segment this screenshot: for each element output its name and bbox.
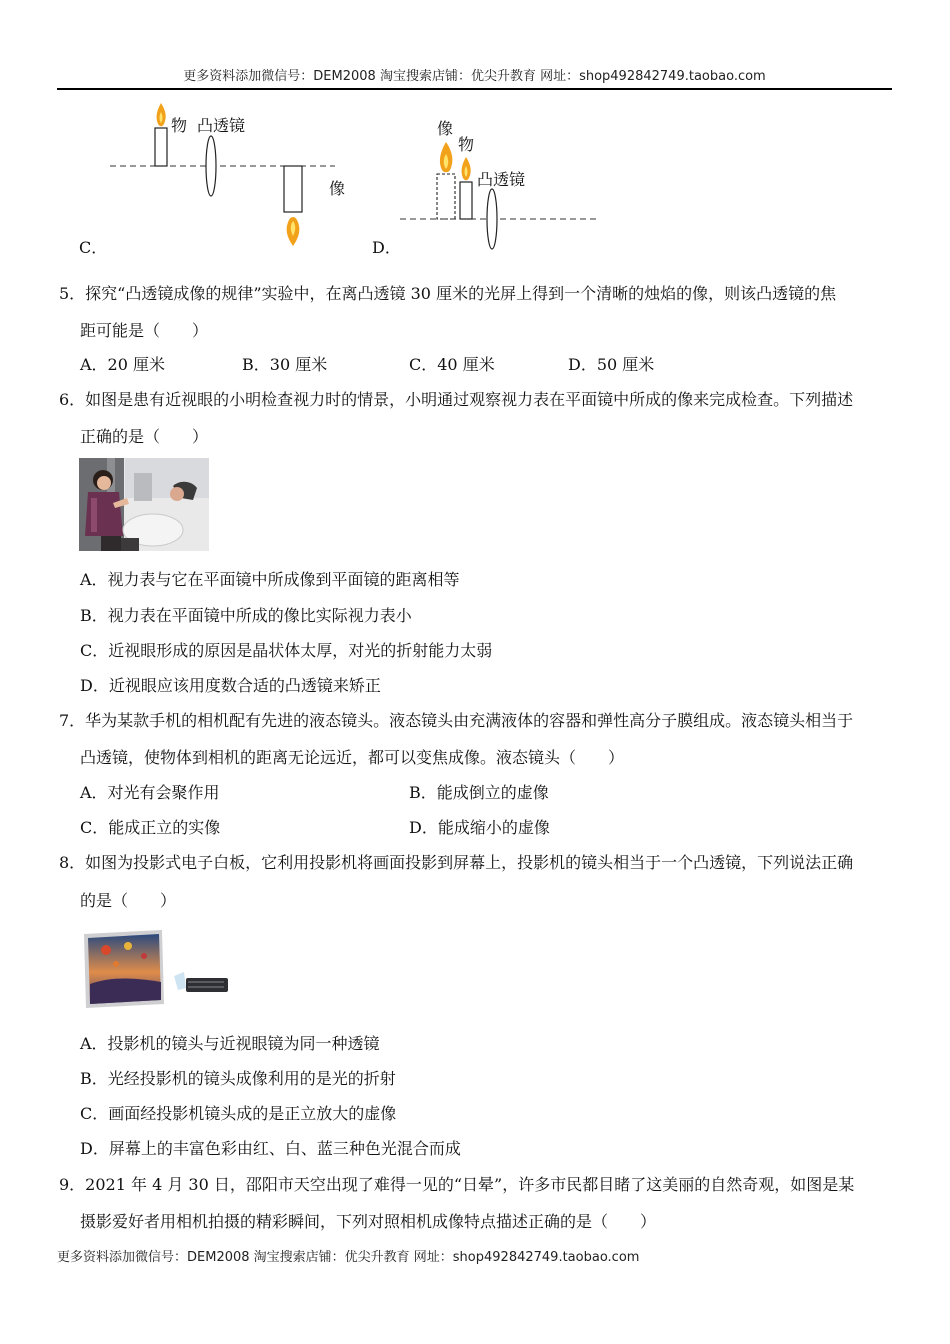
q6-option-d: D．近视眼应该用度数合适的凸透镜来矫正 xyxy=(80,676,381,695)
q6-text-line2: 正确的是（ ） xyxy=(80,427,209,446)
candle-object xyxy=(155,128,167,166)
q5-option-c: C．40 厘米 xyxy=(409,355,495,374)
eye-test-photo xyxy=(79,458,209,551)
figure-d xyxy=(395,110,605,255)
q7-option-a: A．对光有会聚作用 xyxy=(80,783,220,802)
lens-label: 凸透镜 xyxy=(197,116,246,135)
q6-option-b: B．视力表在平面镜中所成的像比实际视力表小 xyxy=(80,606,412,625)
q8-option-d: D．屏幕上的丰富色彩由红、白、蓝三种色光混合而成 xyxy=(80,1139,461,1158)
image-label: 像 xyxy=(437,119,454,138)
lens-label: 凸透镜 xyxy=(477,170,526,189)
q7-option-c: C．能成正立的实像 xyxy=(80,818,221,837)
q7-option-b: B．能成倒立的虚像 xyxy=(409,783,549,802)
object-label: 物 xyxy=(171,116,188,135)
projector-whiteboard-photo xyxy=(82,926,232,1010)
q9-text-line1: 9．2021 年 4 月 30 日，邵阳市天空出现了难得一见的“日晕”，许多市民都目睹了这美丽的自然奇观，如图是某 xyxy=(59,1175,855,1194)
q7-text-line1: 7．华为某款手机的相机配有先进的液态镜头。液态镜头由充满液体的容器和弹性高分子膜组成。液态镜头相当于 xyxy=(59,711,854,730)
projector xyxy=(186,978,228,992)
figure-c xyxy=(105,98,365,250)
page-footer: 更多资料添加微信号：DEM2008 淘宝搜索店铺：优尖升教育 网址：shop492842749.taobao.com xyxy=(57,1250,640,1265)
q8-text-line1: 8．如图为投影式电子白板，它利用投影机将画面投影到屏幕上，投影机的镜头相当于一个凸透镜，下列说法正确 xyxy=(59,853,854,872)
q5-text-line1: 5．探究“凸透镜成像的规律”实验中，在离凸透镜 30 厘米的光屏上得到一个清晰的烛焰的像，则该凸透镜的焦 xyxy=(59,284,837,303)
q8-option-a: A．投影机的镜头与近视眼镜为同一种透镜 xyxy=(80,1034,380,1053)
q5-option-a: A．20 厘米 xyxy=(80,355,166,374)
option-d-label: D． xyxy=(372,238,401,257)
object-label: 物 xyxy=(458,135,475,154)
q6-option-a: A．视力表与它在平面镜中所成像到平面镜的距离相等 xyxy=(80,570,460,589)
q7-option-d: D．能成缩小的虚像 xyxy=(409,818,550,837)
candle-image xyxy=(284,166,302,212)
q5-option-b: B．30 厘米 xyxy=(242,355,328,374)
candle-image xyxy=(437,174,455,219)
q5-text-line2: 距可能是（ ） xyxy=(80,321,209,340)
q7-text-line2: 凸透镜，使物体到相机的距离无论远近，都可以变焦成像。液态镜头（ ） xyxy=(80,748,625,767)
convex-lens xyxy=(206,136,216,196)
convex-lens xyxy=(487,189,497,249)
q6-text-line1: 6．如图是患有近视眼的小明检查视力时的情景，小明通过观察视力表在平面镜中所成的像来完成检查。下列描述 xyxy=(59,390,854,409)
q9-text-line2: 摄影爱好者用相机拍摄的精彩瞬间，下列对照相机成像特点描述正确的是（ ） xyxy=(80,1212,657,1231)
q8-text-line2: 的是（ ） xyxy=(80,891,177,910)
q8-option-b: B．光经投影机的镜头成像利用的是光的折射 xyxy=(80,1069,396,1088)
q8-option-c: C．画面经投影机镜头成的是正立放大的虚像 xyxy=(80,1104,397,1123)
q5-option-d: D．50 厘米 xyxy=(568,355,655,374)
option-c-label: C． xyxy=(79,238,108,257)
image-label: 像 xyxy=(329,179,346,198)
page-header: 更多资料添加微信号：DEM2008 淘宝搜索店铺：优尖升教育 网址：shop492842749.taobao.com xyxy=(57,66,892,90)
candle-object xyxy=(460,182,472,219)
q6-option-c: C．近视眼形成的原因是晶状体太厚，对光的折射能力太弱 xyxy=(80,641,493,660)
